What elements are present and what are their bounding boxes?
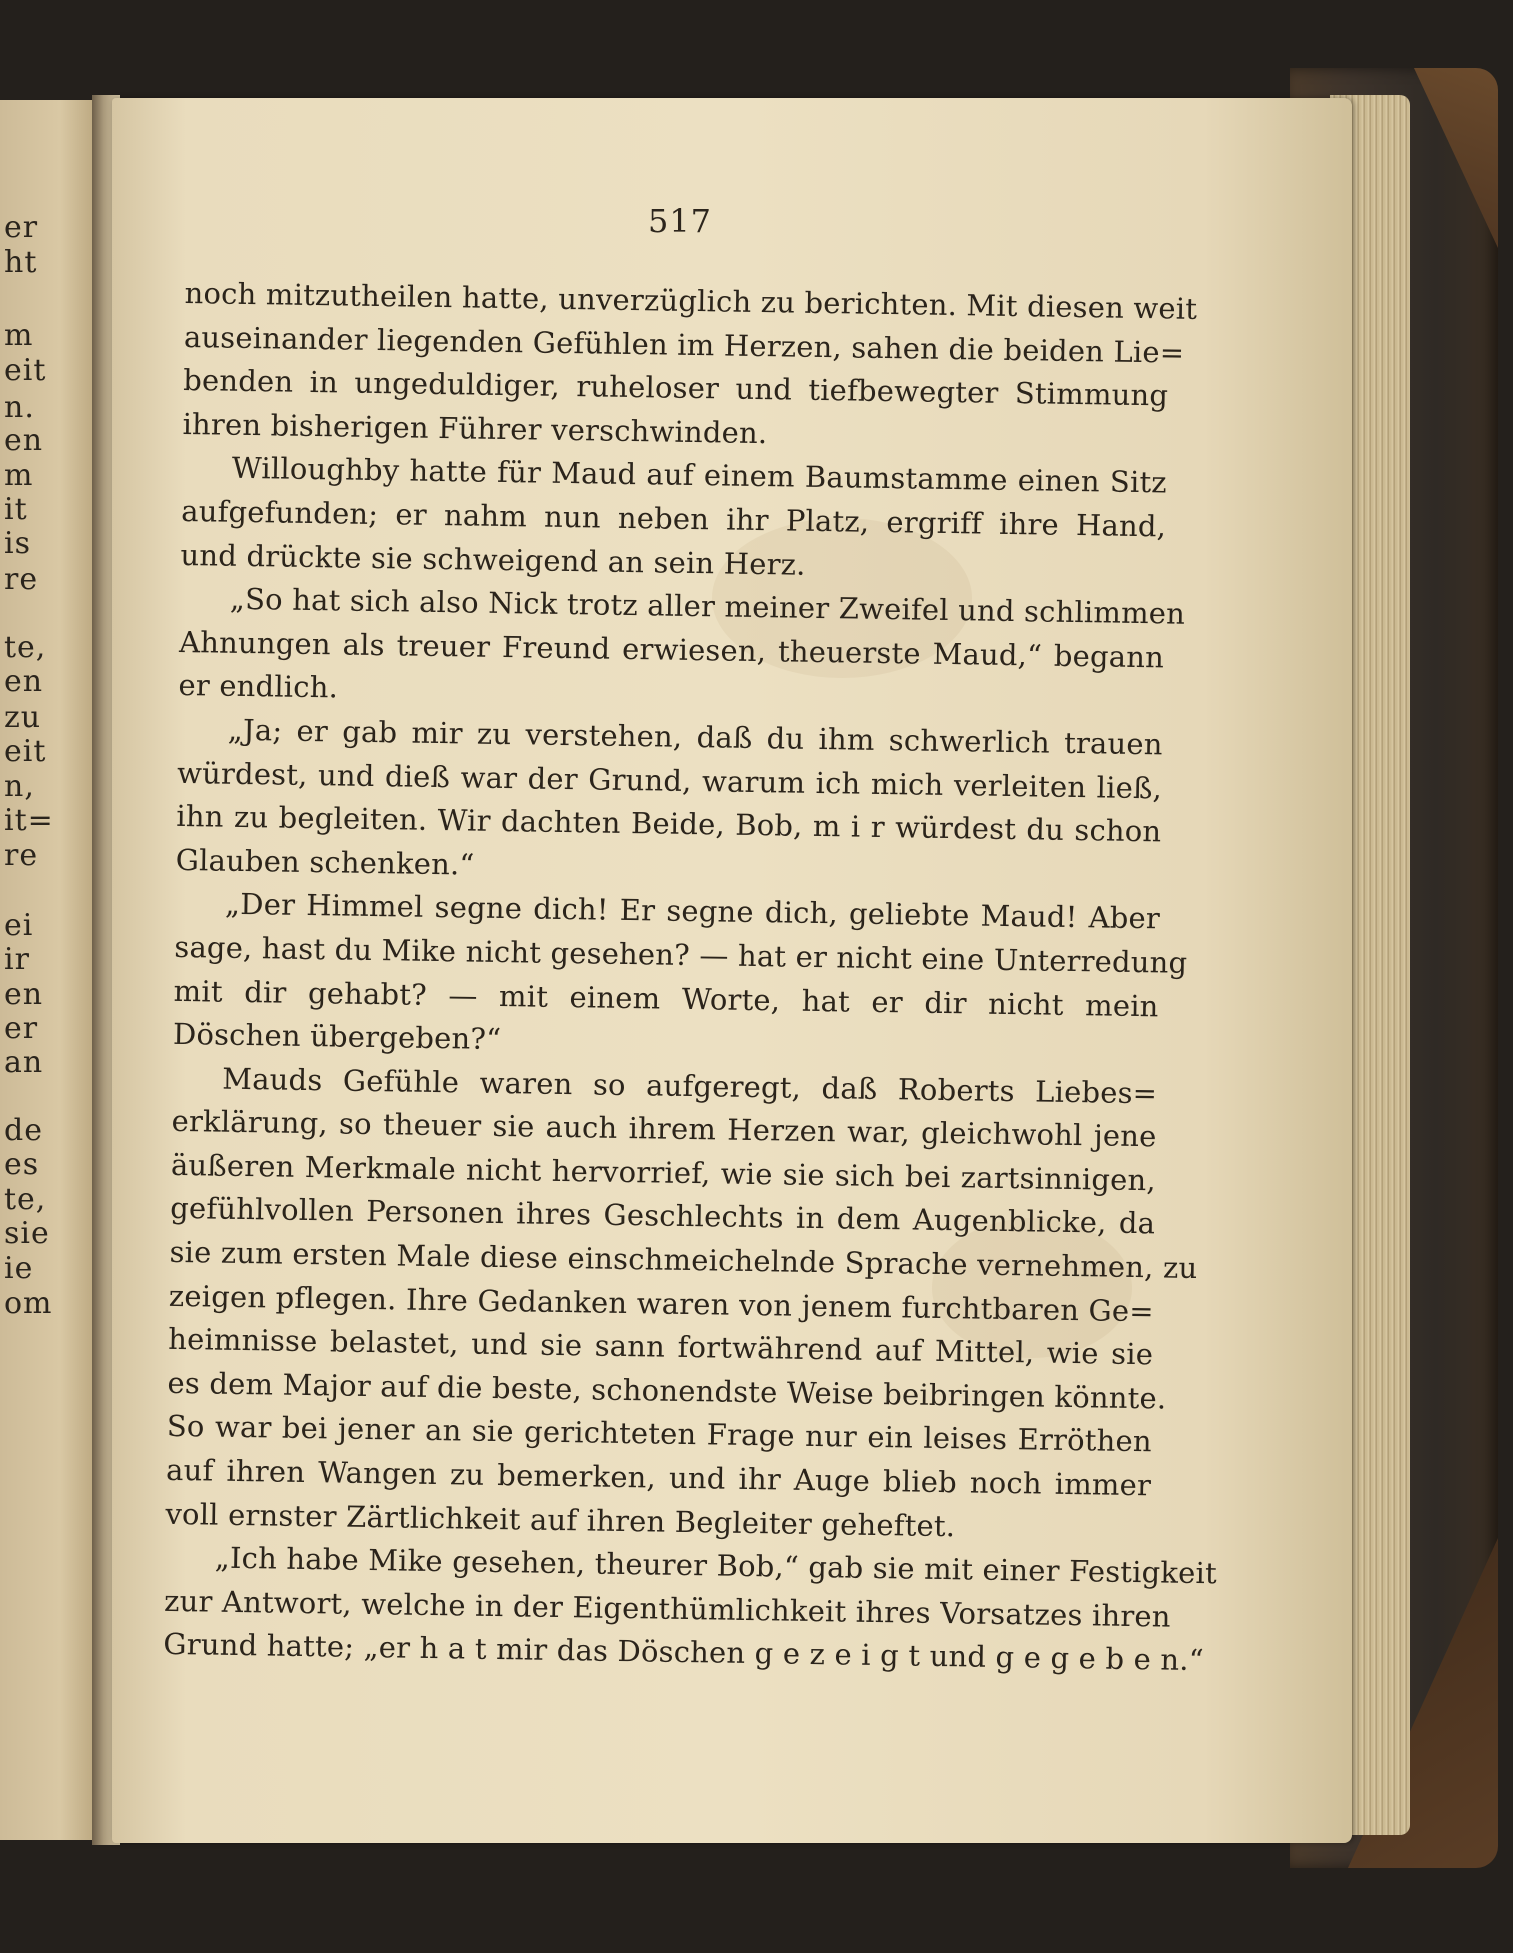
text-line: sage, hast du Mike nicht gesehen? — hat er nicht eine Unterredung [174, 929, 1188, 980]
text-line: noch mitzutheilen hatte, unverzüglich zu berichten. Mit diesen weit [184, 275, 1198, 326]
text-line: auf ihren Wangen zu bemerken, und ihr Auge blieb noch immer [165, 1452, 1152, 1503]
previous-page-text-fragment: en [4, 423, 44, 458]
text-line: äußeren Merkmale nicht hervorrief, wie sie sich bei zartsinnigen, [170, 1147, 1157, 1198]
text-line: „Ja; er gab mir zu verstehen, daß du ihm schwerlich trauen [227, 712, 1163, 762]
previous-page-text-fragment: it [4, 492, 28, 527]
previous-page-text-fragment: is [4, 526, 31, 561]
previous-page-text-fragment: m [4, 318, 34, 353]
text-line: würdest, und dieß war der Grund, warum ich mich verleiten ließ, [176, 755, 1163, 805]
text-line: er endlich. [178, 668, 339, 705]
text-line: Döschen übergeben?“ [172, 1017, 502, 1057]
text-line: Mauds Gefühle waren so aufgeregt, daß Roberts Liebes= [222, 1061, 1158, 1111]
text-line: Ahnungen als treuer Freund erwiesen, theuerste Maud,“ begann [178, 624, 1165, 675]
previous-page-text-fragment: en [4, 977, 44, 1012]
previous-page-text-fragment: n, [4, 769, 35, 804]
text-line: „So hat sich also Nick trotz aller meiner Zweifel und schlimmen [229, 581, 1186, 631]
text-line: zur Antwort, welche in der Eigenthümlichkeit ihres Vorsatzes ihren [163, 1583, 1171, 1634]
page-number: 517 [647, 202, 713, 240]
text-line: es dem Major auf die beste, schonendste Weise beibringen könnte. [167, 1365, 1167, 1416]
previous-page-text-fragment: ir [4, 942, 30, 977]
previous-page-text-fragment: re [4, 562, 39, 597]
text-line: Glauben schenken.“ [175, 842, 475, 882]
previous-page-text-fragment: en [4, 664, 44, 699]
previous-page-text-fragment: es [4, 1147, 40, 1182]
text-line: voll ernster Zärtlichkeit auf ihren Begleiter geheftet. [165, 1496, 956, 1543]
previous-page-text-fragment: re [4, 838, 39, 873]
text-line: auseinander liegenden Gefühlen im Herzen, sahen die beiden Lie= [183, 319, 1185, 370]
previous-page-text-fragment: eit [4, 353, 47, 388]
text-line: Willoughby hatte für Maud auf einem Baumstamme einen Sitz [231, 451, 1168, 500]
previous-page-text-fragment: sie [4, 1216, 50, 1251]
previous-page-text-fragment: ie [4, 1251, 34, 1286]
page-text [163, 272, 1218, 1682]
text-line: Grund hatte; „er h a t mir das Döschen g e z e i g t und g e g e b e n.“ [163, 1627, 1205, 1678]
previous-page-text-fragment: om [4, 1286, 53, 1321]
text-line: erklärung, so theuer sie auch ihrem Herzen war, gleichwohl jene [171, 1104, 1157, 1154]
previous-page-text-fragment: eit [4, 734, 47, 769]
previous-page-text-fragment: it= [4, 803, 54, 838]
previous-page-text-fragment: de [4, 1113, 43, 1148]
previous-page-text-fragment: n. [4, 390, 35, 425]
previous-page-text-fragment: m [4, 458, 34, 493]
text-line: zeigen pflegen. Ihre Gedanken waren von jenem furchtbaren Ge= [168, 1278, 1155, 1328]
text-line: sie zum ersten Male diese einschmeichelnde Sprache vernehmen, zu [169, 1234, 1198, 1286]
text-line: ihn zu begleiten. Wir dachten Beide, Bob, m i r würdest du schon [176, 799, 1162, 849]
previous-page-text-fragment: te, [4, 1182, 47, 1217]
previous-page-text-fragment: ht [4, 245, 38, 280]
text-line: benden in ungeduldiger, ruheloser und tiefbewegter Stimmung [183, 363, 1169, 413]
text-line: „Der Himmel segne dich! Er segne dich, geliebte Maud! Aber [224, 887, 1161, 936]
previous-page-edge [0, 100, 100, 1840]
text-line: ihren bisherigen Führer verschwinden. [182, 406, 768, 450]
text-line: gefühlvollen Personen ihres Geschlechts in dem Augenblicke, da [170, 1191, 1156, 1241]
previous-page-text-fragment: er [4, 1011, 39, 1046]
text-line: heimnisse belastet, und sie sann fortwährend auf Mittel, wie sie [167, 1322, 1154, 1372]
text-line: mit dir gehabt? — mit einem Worte, hat er dir nicht mein [173, 973, 1159, 1023]
text-line: und drückte sie schweigend an sein Herz. [180, 537, 806, 582]
previous-page-text-fragment: er [4, 210, 39, 245]
text-line: So war bei jener an sie gerichteten Frage nur ein leises Erröthen [166, 1409, 1153, 1459]
text-line: aufgefunden; er nahm nun neben ihr Platz, ergriff ihre Hand, [180, 493, 1167, 544]
previous-page-text-fragment: zu [4, 700, 42, 735]
previous-page-text-fragment: te, [4, 630, 47, 665]
previous-page-text-fragment: ei [4, 908, 34, 943]
text-line: „Ich habe Mike gesehen, theurer Bob,“ gab sie mit einer Festigkeit [214, 1540, 1218, 1591]
previous-page-text-fragment: an [4, 1045, 44, 1080]
